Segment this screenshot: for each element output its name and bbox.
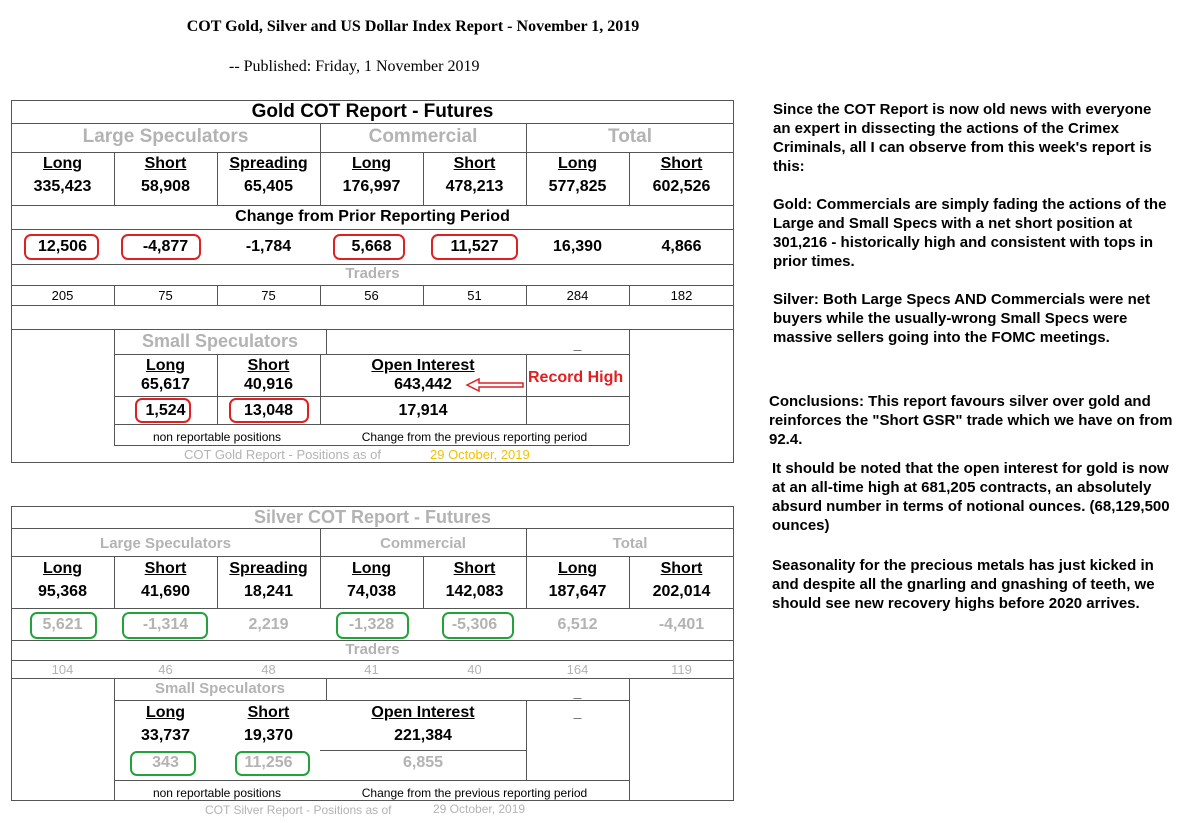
silver-traders: 119 [671,662,692,677]
gold-header-long: Long [42,155,83,172]
gold-group-large-specs: Large Speculators [82,126,249,147]
silver-table-title: Silver COT Report - Futures [253,507,492,527]
gold-header-comm-long: Long [351,155,392,172]
page-title: COT Gold, Silver and US Dollar Index Report - November 1, 2019 [186,18,640,35]
silver-traders: 48 [261,662,276,677]
gold-change-note: Change from the previous reporting period [361,430,588,444]
highlight-oval [336,612,409,639]
divider [11,556,734,557]
gold-traders: 284 [566,288,589,303]
arrow-left-icon [465,378,525,392]
silver-small-short-label: Short [247,704,290,721]
silver-small-specs-title: Small Speculators [154,680,286,697]
gold-group-commercial: Commercial [368,126,478,147]
silver-footer-date: 29 October, 2019 [433,802,526,816]
silver-header-total-long: Long [557,560,598,577]
gold-oi-label: Open Interest [371,357,475,374]
silver-small-dash: _ [573,684,582,700]
gold-value: 176,997 [342,178,401,195]
gold-small-specs-title: Small Speculators [141,331,299,351]
gold-traders: 51 [467,288,482,303]
divider [114,396,629,397]
divider [629,678,630,801]
silver-group-commercial: Commercial [380,535,466,552]
silver-group-large-specs: Large Speculators [100,535,231,552]
silver-header-long: Long [42,560,83,577]
silver-change: 6,512 [557,616,598,633]
gold-oi-change: 17,914 [398,402,448,419]
silver-traders: 40 [467,662,482,677]
gold-traders: 205 [51,288,74,303]
highlight-oval [235,751,310,776]
divider [11,305,734,306]
divider [11,152,734,153]
divider [114,780,629,781]
silver-change: 2,219 [248,616,289,633]
gold-small-long-label: Long [145,357,186,374]
gold-footer-prefix: COT Gold Report - Positions as of [184,447,382,462]
gold-change: -1,784 [245,238,292,255]
silver-oi-change: 6,855 [402,754,444,771]
commentary-gold: Gold: Commercials are simply fading the actions of the Large and Small Specs with a net short position at 301,216 - historically high and consistent with tops in prior times. [773,196,1167,270]
gold-value: 65,405 [244,178,293,195]
divider [526,354,527,424]
divider [11,329,734,330]
silver-oi-label: Open Interest [371,704,475,721]
silver-traders: 164 [566,662,589,677]
gold-small-long: 65,617 [141,376,190,393]
silver-header-short: Short [144,560,187,577]
silver-change: -4,401 [658,616,705,633]
divider [114,354,629,355]
silver-traders: 41 [364,662,379,677]
divider [114,700,629,701]
silver-small-long-change: 343 [152,754,179,771]
highlight-oval [333,234,405,260]
divider [11,205,734,206]
divider [11,660,734,661]
silver-small-long-label: Long [145,704,186,721]
commentary-intro: Since the COT Report is now old news with everyone an expert in dissecting the actions of the Crimex Criminals, all I can observe from this week's report is this: [773,101,1152,175]
silver-header-comm-short: Short [453,560,496,577]
commentary-conclusions: Conclusions: This report favours silver over gold and reinforces the "Short GSR" trade which we have on from 92.4. [769,393,1173,448]
silver-header-comm-long: Long [351,560,392,577]
published-date: -- Published: Friday, 1 November 2019 [229,58,480,75]
gold-value: 478,213 [445,178,504,195]
gold-group-total: Total [608,126,652,147]
silver-small-dash-2: _ [573,704,582,720]
divider [320,750,526,751]
gold-traders: 75 [158,288,173,303]
silver-change: -1,328 [348,616,395,633]
divider [11,608,734,609]
divider [11,678,734,679]
silver-value: 95,368 [38,583,87,600]
divider [11,285,734,286]
gold-change: 11,527 [450,238,499,255]
highlight-oval [24,234,99,260]
silver-change: -5,306 [451,616,498,633]
divider [11,123,734,124]
gold-header-comm-short: Short [453,155,496,172]
silver-small-short: 19,370 [244,727,293,744]
silver-value: 202,014 [652,583,711,600]
gold-header-total-short: Short [660,155,703,172]
divider [326,329,327,354]
gold-change: 4,866 [661,238,702,255]
gold-footer-date: 29 October, 2019 [430,447,530,462]
silver-traders: 104 [51,662,74,677]
highlight-oval [431,234,518,260]
gold-value: 335,423 [33,178,92,195]
highlight-oval [121,234,201,260]
gold-change: 12,506 [38,238,87,255]
commentary-seasonality: Seasonality for the precious metals has just kicked in and despite all the gnarling and gnashing of teeth, we should see new recovery highs before 2020 arrives. [772,557,1155,612]
gold-traders: 56 [364,288,379,303]
divider [326,678,327,700]
gold-traders: 182 [670,288,693,303]
silver-value: 187,647 [548,583,607,600]
divider [11,229,734,230]
divider [11,528,734,529]
gold-header-spreading: Spreading [229,155,308,172]
gold-value: 577,825 [548,178,607,195]
silver-value: 18,241 [244,583,293,600]
gold-value: 58,908 [141,178,190,195]
gold-header-short: Short [144,155,187,172]
highlight-oval [229,398,309,423]
gold-change: -4,877 [142,238,189,255]
gold-nonrep-note: non reportable positions [152,430,282,444]
silver-traders-label: Traders [345,641,400,658]
gold-change-title: Change from Prior Reporting Period [235,208,510,225]
divider [114,424,629,425]
highlight-oval [122,612,208,639]
divider [629,329,630,445]
record-high-label: Record High [528,369,624,386]
silver-small-short-change: 11,256 [244,754,293,771]
silver-change: -1,314 [142,616,189,633]
divider [114,445,629,446]
highlight-oval [442,612,514,639]
gold-header-total-long: Long [557,155,598,172]
highlight-oval [135,398,191,423]
commentary-silver: Silver: Both Large Specs AND Commercials were net buyers while the usually-wrong Small Specs were massive sellers going into the FOMC meetings. [773,291,1151,346]
silver-small-long: 33,737 [141,727,190,744]
gold-change: 5,668 [351,238,392,255]
gold-traders-label: Traders [345,265,400,282]
gold-table-title: Gold COT Report - Futures [251,101,494,122]
silver-footer-prefix: COT Silver Report - Positions as of [205,803,392,817]
gold-traders: 75 [261,288,276,303]
silver-value: 41,690 [141,583,190,600]
silver-traders: 46 [158,662,173,677]
highlight-oval [30,612,97,639]
commentary-open-interest: It should be noted that the open interest for gold is now at an all-time high at 681,205 contracts, an absolutely absurd number in terms of notional ounces. (68,129,500 ounces) [772,460,1170,534]
highlight-oval [130,751,196,776]
silver-value: 74,038 [347,583,396,600]
gold-small-short: 40,916 [244,376,293,393]
gold-small-long-change: 1,524 [145,402,186,419]
silver-group-total: Total [612,535,648,552]
silver-change: 5,621 [42,616,83,633]
gold-small-short-change: 13,048 [244,402,293,419]
silver-change-note: Change from the previous reporting period [361,786,588,800]
gold-value: 602,526 [652,178,711,195]
silver-header-spreading: Spreading [229,560,308,577]
silver-nonrep-note: non reportable positions [152,786,282,800]
gold-small-dash: _ [573,336,582,352]
silver-header-total-short: Short [660,560,703,577]
gold-small-short-label: Short [247,357,290,374]
gold-change: 16,390 [553,238,602,255]
silver-value: 142,083 [445,583,504,600]
silver-open-interest: 221,384 [394,727,452,744]
gold-open-interest: 643,442 [394,376,452,393]
